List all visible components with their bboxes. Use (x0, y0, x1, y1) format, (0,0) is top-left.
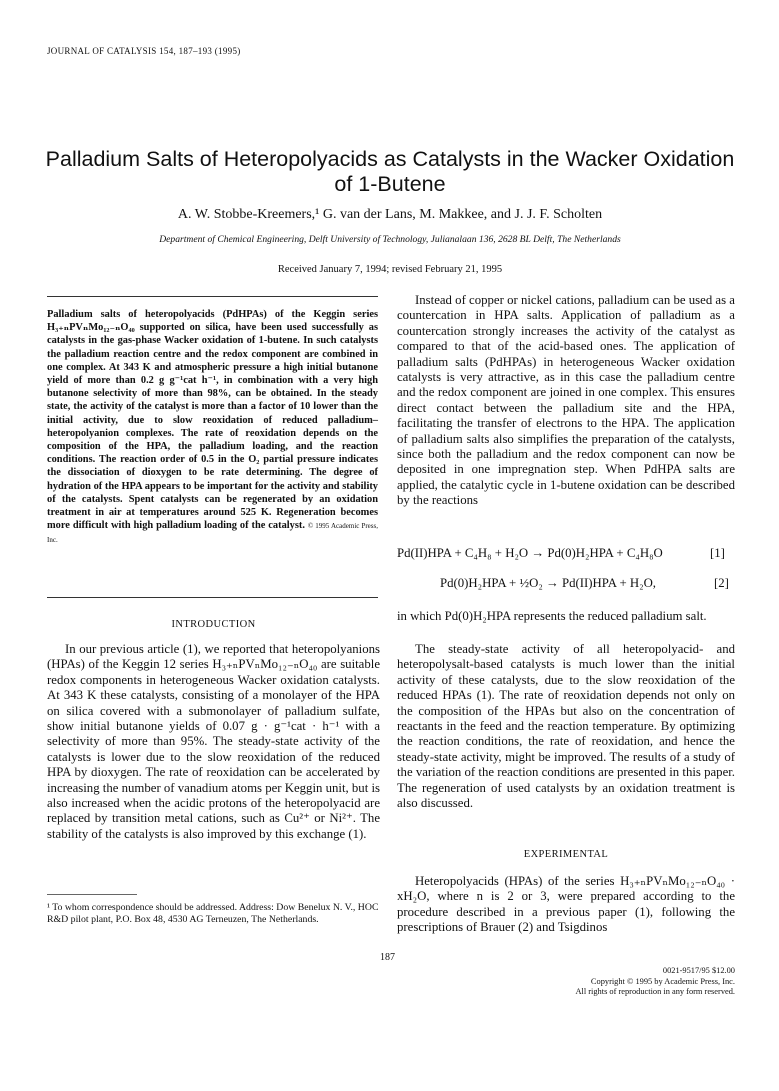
right-paragraph-3 (397, 642, 735, 811)
affiliation: Department of Chemical Engineering, Delft University of Technology, Julianalaan 136, 2628 BL Delft, The Netherlands (159, 234, 621, 245)
footnote-rule (47, 894, 137, 895)
equation-2-number: [2] (714, 576, 729, 590)
right-paragraph-1 (397, 293, 735, 509)
page-number: 187 (380, 952, 395, 963)
abstract-text: Palladium salts of heteropolyacids (PdHPAs) of the Keggin series H₃₊ₙPVₙMo₁₂₋ₙO₄₀ supported on silica, have been used successfully as catalysts in the gas-phase Wacker oxidation of 1-butene. In such catalysts the palladium reaction centre and the redox component are combined in one complex. At 343 K and atmospheric pressure a high initial butanone yield of more than 0.2 g g⁻¹cat h⁻¹, in combination with a very high butanone selectivity of more than 98%, can be obtained. In the steady state, the activity of the catalyst is more than a factor of 10 lower than the initial activity, due to slow reoxidation of reduced palladium–heteropolyanion complexes. The rate of reoxidation depends on the composition of the HPA, the palladium loading, and the reaction conditions. The reaction order of 0.5 in the O₂ partial pressure indicates the dissociation of dioxygen to be rate determining. The degree of hydration of the HPA appears to be important for the activity and stability of the catalysts. Spent catalysts can be regenerated by an oxidation treatment in air at temperatures around 525 K. Regeneration becomes more difficult with high palladium loading of the catalyst. (47, 309, 378, 532)
copyright-line: Copyright © 1995 by Academic Press, Inc. (590, 976, 735, 986)
running-head: JOURNAL OF CATALYSIS 154, 187–193 (1995) (47, 46, 241, 56)
footnote: ¹ To whom correspondence should be addressed. Address: Dow Benelux N. V., HOC R&D pilot plant, P.O. Box 48, 4530 AG Terneuzen, The Netherlands. (47, 902, 379, 925)
experimental-heading: EXPERIMENTAL (523, 849, 609, 860)
equation-2: Pd(0)H₂HPA + ½O₂ → Pd(II)HPA + H₂O, (440, 576, 657, 590)
right-paragraph-4 (397, 874, 735, 936)
equation-1-number: [1] (710, 546, 725, 560)
rights-line: All rights of reproduction in any form reserved. (575, 987, 735, 996)
article-code: 0021-9517/95 $12.00 (662, 966, 735, 975)
abstract-top-rule (47, 296, 378, 297)
paper-title: Palladium Salts of Heteropolyacids as Catalysts in the Wacker Oxidation of 1-Butene (45, 147, 735, 196)
introduction-heading: INTRODUCTION (171, 619, 256, 630)
intro-text: In our previous article (1), we reported that heteropolyanions (HPAs) of the Keggin 12 series H₃₊ₙPVₙMo₁₂₋ₙO₄₀ are suitable redox components in heterogeneous Wacker oxidation catalysts. At 343 K these catalysts, consisting of a monolayer of the HPA on silica covered with a submonolayer of palladium sulfate, show initial butanone yields of 0.07 g · g⁻¹cat · h⁻¹ with a selectivity of more than 95%. The steady-state activity of the catalysts is lower due to the slow reoxidation of the reduced HPA by dioxygen. The rate of reoxidation can be accelerated by increasing the number of vanadium atoms per Keggin unit, but is also increased when the acidic protons of the heteropolyacid are replaced by transition metal cations, such as Cu²⁺ or Ni²⁺. The stability of the catalysts is also improved by this exchange (1). (47, 642, 381, 841)
author-list: A. W. Stobbe-Kreemers,¹ G. van der Lans, M. Makkee, and J. J. F. Scholten (177, 207, 603, 222)
equation-1: Pd(II)HPA + C₄H₈ + H₂O → Pd(0)H₂HPA + C₄H₈O (397, 546, 663, 560)
right-p2-text: in which Pd(0)H₂HPA represents the reduced palladium salt. (397, 609, 707, 623)
right-paragraph-2 (397, 609, 735, 624)
right-p1-text: Instead of copper or nickel cations, palladium can be used as a countercation in HPA salts. Application of palladium as a countercation strongly increases the activity of the catalyst as compared to that of the acid-based ones. The application of palladium salts (PdHPAs) in heterogeneous Wacker oxidation catalysts is very attractive, as in this case the palladium centre and the redox component are joined in one complex. This ensures direct contact between the palladium site and the HPA, facilitating the transfer of electrons to the HPA. The application of palladium salts also simplifies the preparation of the catalysts, since both the palladium and the redox component can now be deposited in one impregnation step. When PdHPA salts are applied, the catalytic cycle in 1-butene oxidation can be described by the reactions (397, 293, 735, 508)
introduction-paragraph (47, 642, 380, 842)
publisher-copyright (540, 966, 735, 998)
abstract-copyright: © 1995 Academic Press, Inc. (47, 522, 378, 545)
abstract-bottom-rule (47, 597, 378, 598)
right-p3-text: The steady-state activity of all heteropolyacid- and heteropolysalt-based catalysts is much lower than the initial activity of these catalysts, due to the slow reoxidation of the reduced HPAs (1). The rate of reoxidation depends not only on the composition of the HPAs but also on the concentration of reactants in the feed and the reaction temperature. By optimizing the reaction conditions, the rate of reoxidation, and hence the steady-state activity, might be improved. The results of a study of the variation of the reaction conditions are presented in this paper. The regeneration of used catalysts by an oxidation treatment is also discussed. (397, 642, 735, 811)
right-p4-text: Heteropolyacids (HPAs) of the series H₃₊ₙPVₙMo₁₂₋ₙO₄₀ · xH₂O, where n is 2 or 3, were prepared according to the procedure described in a previous paper (1), following the prescriptions of Brauer (2) and Tsigdinos (397, 874, 735, 935)
received-dates: Received January 7, 1994; revised February 21, 1995 (277, 264, 503, 275)
abstract (47, 308, 378, 548)
